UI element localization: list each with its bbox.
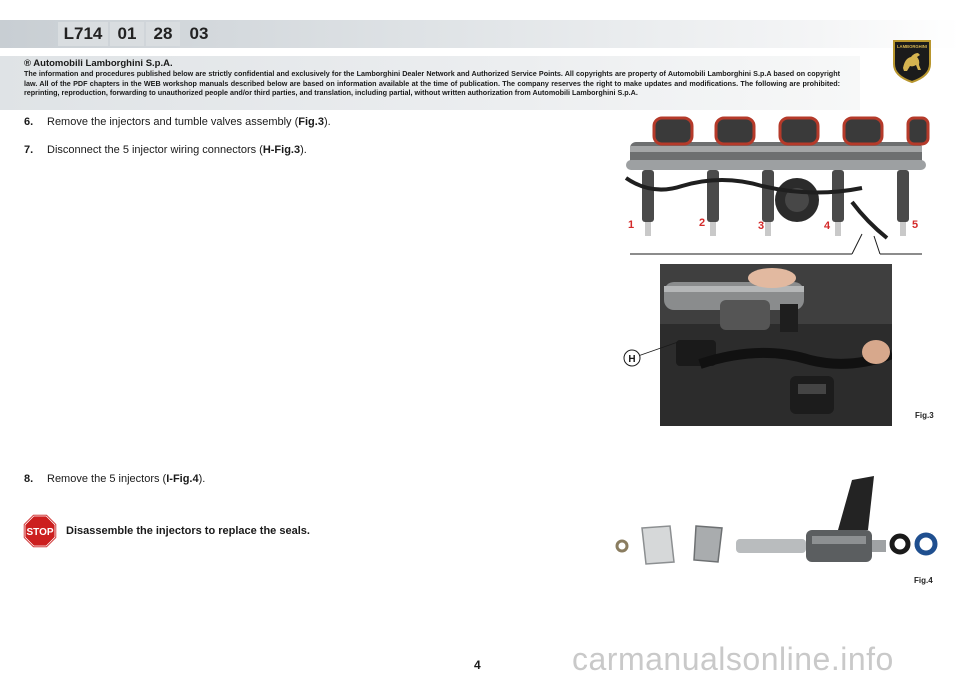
step-number: 6. <box>24 116 34 128</box>
step-number: 7. <box>24 144 34 156</box>
step-text: Remove the injectors and tumble valves assembly (Fig.3). <box>47 116 331 128</box>
svg-text:H: H <box>628 354 636 365</box>
group-code: 28 <box>146 22 180 46</box>
copyright-banner <box>0 56 860 110</box>
injector-label-3: 3 <box>758 220 765 232</box>
stop-warning <box>22 513 310 549</box>
stop-warning-text: Disassemble the injectors to replace the seals. <box>66 525 310 537</box>
injector-label-4: 4 <box>824 220 831 232</box>
banner-text: The information and procedures published below are strictly confidential and exclusively for the Lamborghini Dealer Network and Authorized Service Points. All copyrights are property of Automobili Lamborghini S.p.A based on copyright law. All of the PDF chapters in the WEB workshop manuals described below are based on information available at the time of publication. The company reserves the right to make updates and modifications. The following are prohibited: reprinting, reproduction, forwarding to unauthorized people and/or third parties, and translation, including partial, without written authorization from Automobili Lamborghini S.p.A. <box>24 69 840 98</box>
fig3-caption: Fig.3 <box>915 411 934 420</box>
injector-label-1: 1 <box>628 219 635 231</box>
fig4-injector-exploded-photo <box>612 466 942 576</box>
step-number: 8. <box>24 473 34 485</box>
fig4-caption: Fig.4 <box>914 576 933 585</box>
page-number: 4 <box>474 658 481 672</box>
lamborghini-logo <box>891 38 933 84</box>
step-6 <box>24 116 331 128</box>
watermark: carmanualsonline.info <box>572 641 894 677</box>
step-text: Disconnect the 5 injector wiring connectors (H-Fig.3). <box>47 144 307 156</box>
leader-lines <box>630 232 930 262</box>
section-code: 01 <box>110 22 144 46</box>
callout-h <box>620 336 680 372</box>
connector-closeup-image <box>660 264 892 426</box>
injector-exploded-image <box>612 466 942 576</box>
stop-sign-icon <box>22 513 58 549</box>
fig3-connector-photo <box>660 264 892 426</box>
svg-text:STOP: STOP <box>26 527 54 538</box>
step-7 <box>24 144 307 156</box>
logo-text: LAMBORGHINI <box>896 44 928 49</box>
model-code: L714 <box>58 22 108 46</box>
injector-label-5: 5 <box>912 219 919 231</box>
page-code: 03 <box>189 24 209 43</box>
step-text: Remove the 5 injectors (I-Fig.4). <box>47 473 206 485</box>
header-band <box>0 20 960 48</box>
injector-label-2: 2 <box>699 217 706 229</box>
step-8 <box>24 473 205 485</box>
banner-title: ® Automobili Lamborghini S.p.A. <box>24 58 173 69</box>
